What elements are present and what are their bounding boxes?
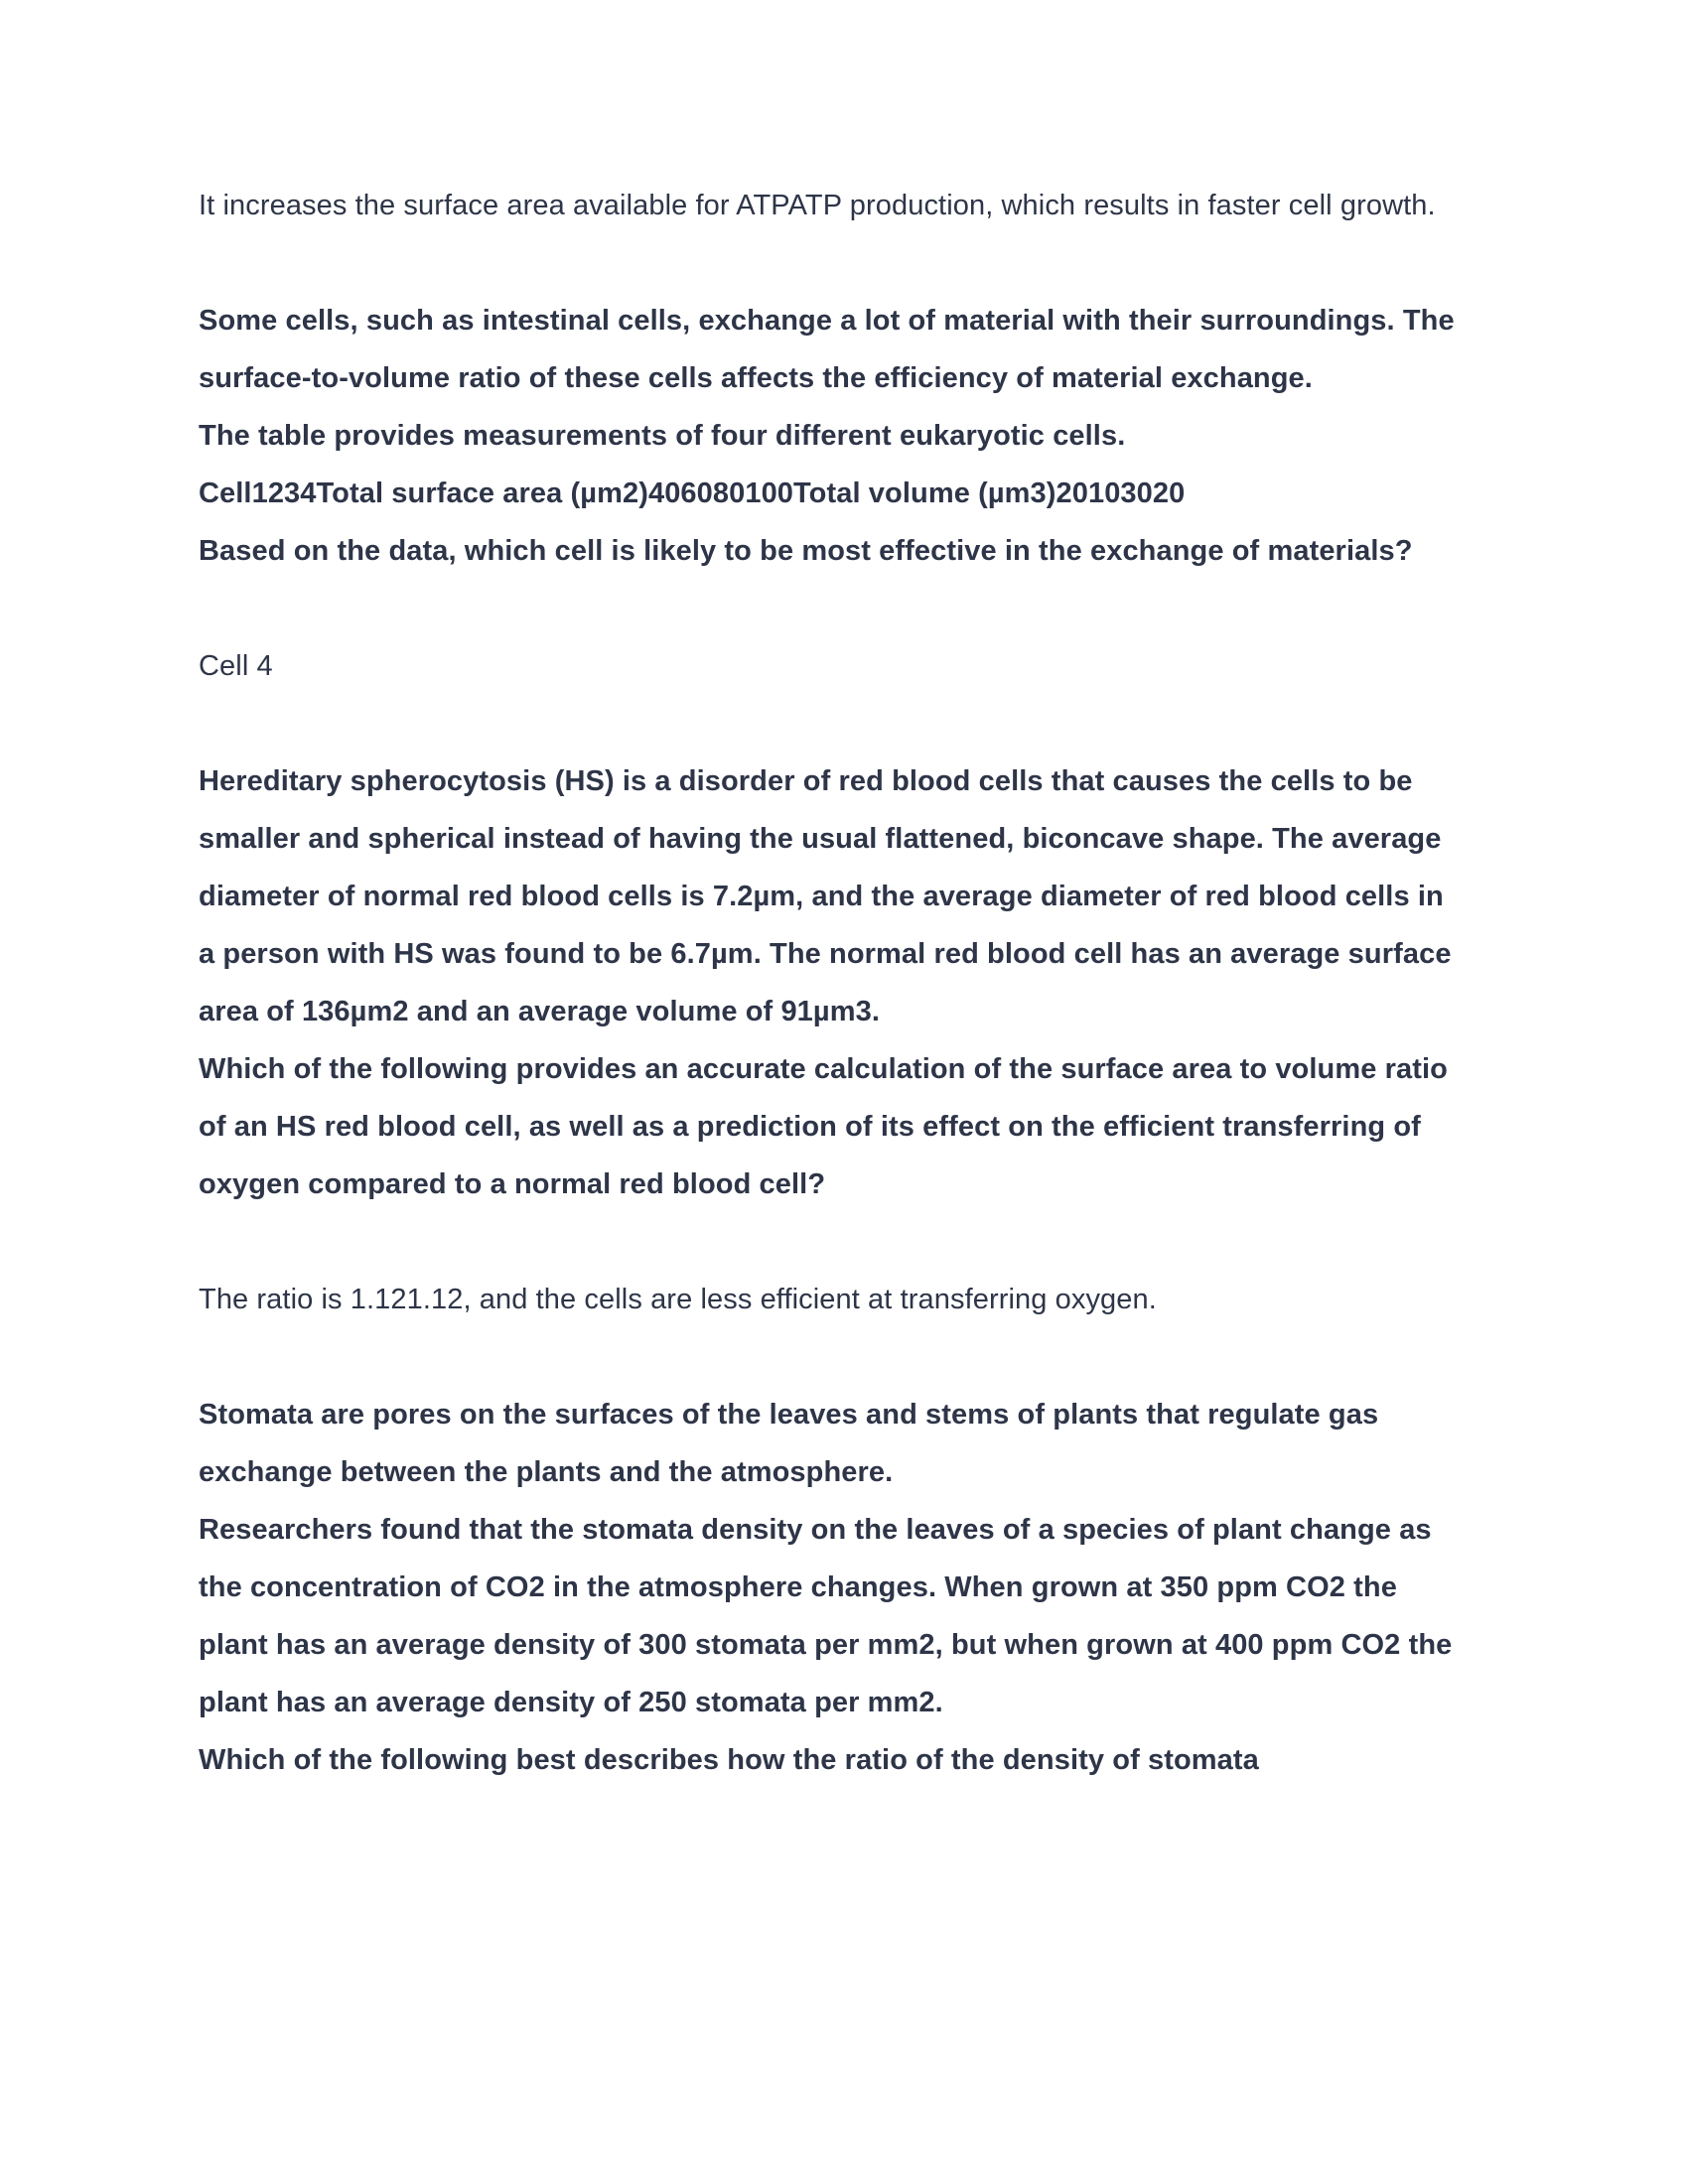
paragraph-inline-table-data: Cell1234Total surface area (µm2)406080100Total volume (µm3)20103020 [199, 478, 1186, 509]
paragraph-question-stomata-data: Researchers found that the stomata density on the leaves of a species of plant change as the concentration of CO2 in the atmosphere changes. When grown at 350 ppm CO2 the plant has an average density of 300 stomata per mm2, but when grown at 400 ppm CO2 the plant has an average density of 250 stomata per mm2. [199, 1514, 1453, 1718]
paragraph-question-hs-prompt: Which of the following provides an accurate calculation of the surface area to volume ratio of an HS red blood cell, as well as a prediction of its effect on the efficient transferring of oxygen compared to a normal red blood cell? [199, 1053, 1448, 1200]
paragraph-question-intestinal-intro: Some cells, such as intestinal cells, exchange a lot of material with their surroundings. The surface-to-volume ratio of these cells affects the efficiency of material exchange. [199, 305, 1455, 394]
paragraph-answer-atp: It increases the surface area available for ATPATP production, which results in faster cell growth. [199, 190, 1436, 221]
document-body [199, 177, 1468, 1789]
paragraph-answer-cell-4: Cell 4 [199, 650, 273, 682]
paragraph-question-hs-intro: Hereditary spherocytosis (HS) is a disorder of red blood cells that causes the cells to be smaller and spherical instead of having the usual flattened, biconcave shape. The average diameter of normal red blood cells is 7.2µm, and the average diameter of red blood cells in a person with HS was found to be 6.7µm. The normal red blood cell has an average surface area of 136µm2 and an average volume of 91µm3. [199, 765, 1452, 1027]
paragraph-question-stomata-intro: Stomata are pores on the surfaces of the leaves and stems of plants that regulate gas exchange between the plants and the atmosphere. [199, 1399, 1379, 1488]
paragraph-question-table-lead: The table provides measurements of four different eukaryotic cells. [199, 420, 1126, 452]
paragraph-question-most-effective: Based on the data, which cell is likely to be most effective in the exchange of materials? [199, 535, 1413, 567]
paragraph-question-stomata-prompt: Which of the following best describes how the ratio of the density of stomata [199, 1744, 1259, 1776]
paragraph-answer-hs-ratio: The ratio is 1.121.12, and the cells are less efficient at transferring oxygen. [199, 1284, 1157, 1315]
